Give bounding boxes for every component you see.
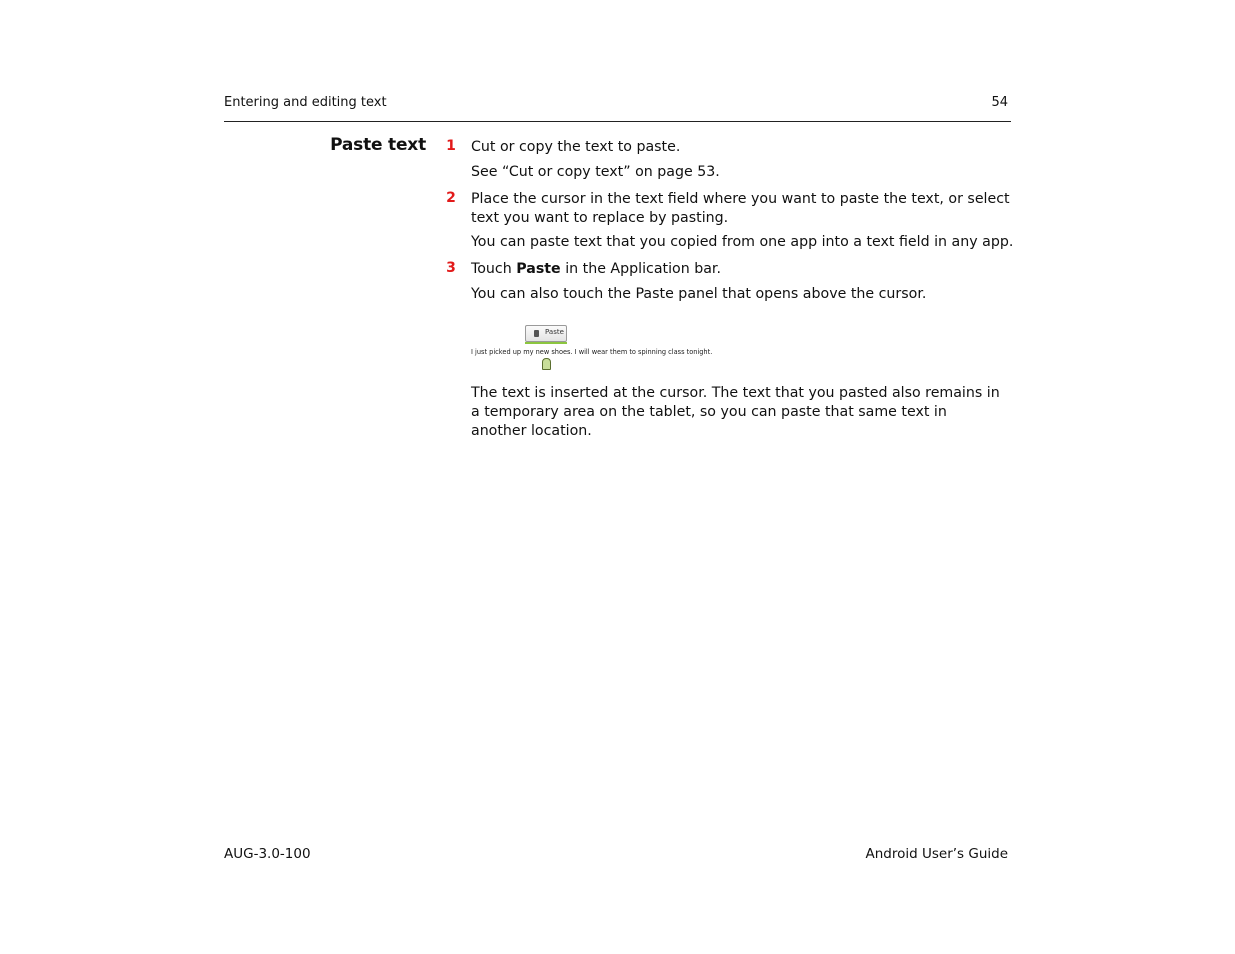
step-2-text: Place the cursor in the text field where you want to paste the text, or select text you want to replace by pasting. (471, 191, 1010, 226)
step-number-1: 1 (446, 138, 456, 154)
chapter-title: Entering and editing text (224, 95, 387, 110)
page-header (224, 93, 1011, 122)
closing-paragraph: The text is inserted at the cursor. The text that you pasted also remains in a temporary area on the tablet, so you can paste that same text in another location. (471, 385, 1000, 439)
step-number-3: 3 (446, 260, 456, 276)
sample-text-field: I just picked up my new shoes. I will wear them to spinning class tonight. (471, 348, 713, 356)
paste-popup-highlight (525, 342, 567, 344)
step-3-text-after: in the Application bar. (560, 261, 721, 277)
footer-guide-title: Android User’s Guide (865, 846, 1008, 862)
step-2-note: You can paste text that you copied from one app into a text field in any app. (471, 234, 1014, 250)
step-number-2: 2 (446, 190, 456, 206)
step-3-paste-keyword: Paste (516, 261, 561, 277)
step-3-text-before: Touch (471, 261, 517, 277)
step-3-text (471, 260, 1016, 279)
text-cursor-handle-icon (542, 358, 551, 370)
step-1-note: See “Cut or copy text” on page 53. (471, 164, 720, 180)
paste-panel-illustration (471, 324, 713, 374)
page-number: 54 (991, 95, 1008, 110)
paste-popup (525, 325, 567, 342)
step-3-note: You can also touch the Paste panel that opens above the cursor. (471, 286, 927, 302)
footer-doc-id: AUG-3.0-100 (224, 846, 311, 862)
clipboard-icon (534, 330, 539, 337)
step-1-text: Cut or copy the text to paste. (471, 139, 681, 155)
paste-popup-label: Paste (545, 328, 564, 336)
section-heading: Paste text (330, 135, 426, 155)
